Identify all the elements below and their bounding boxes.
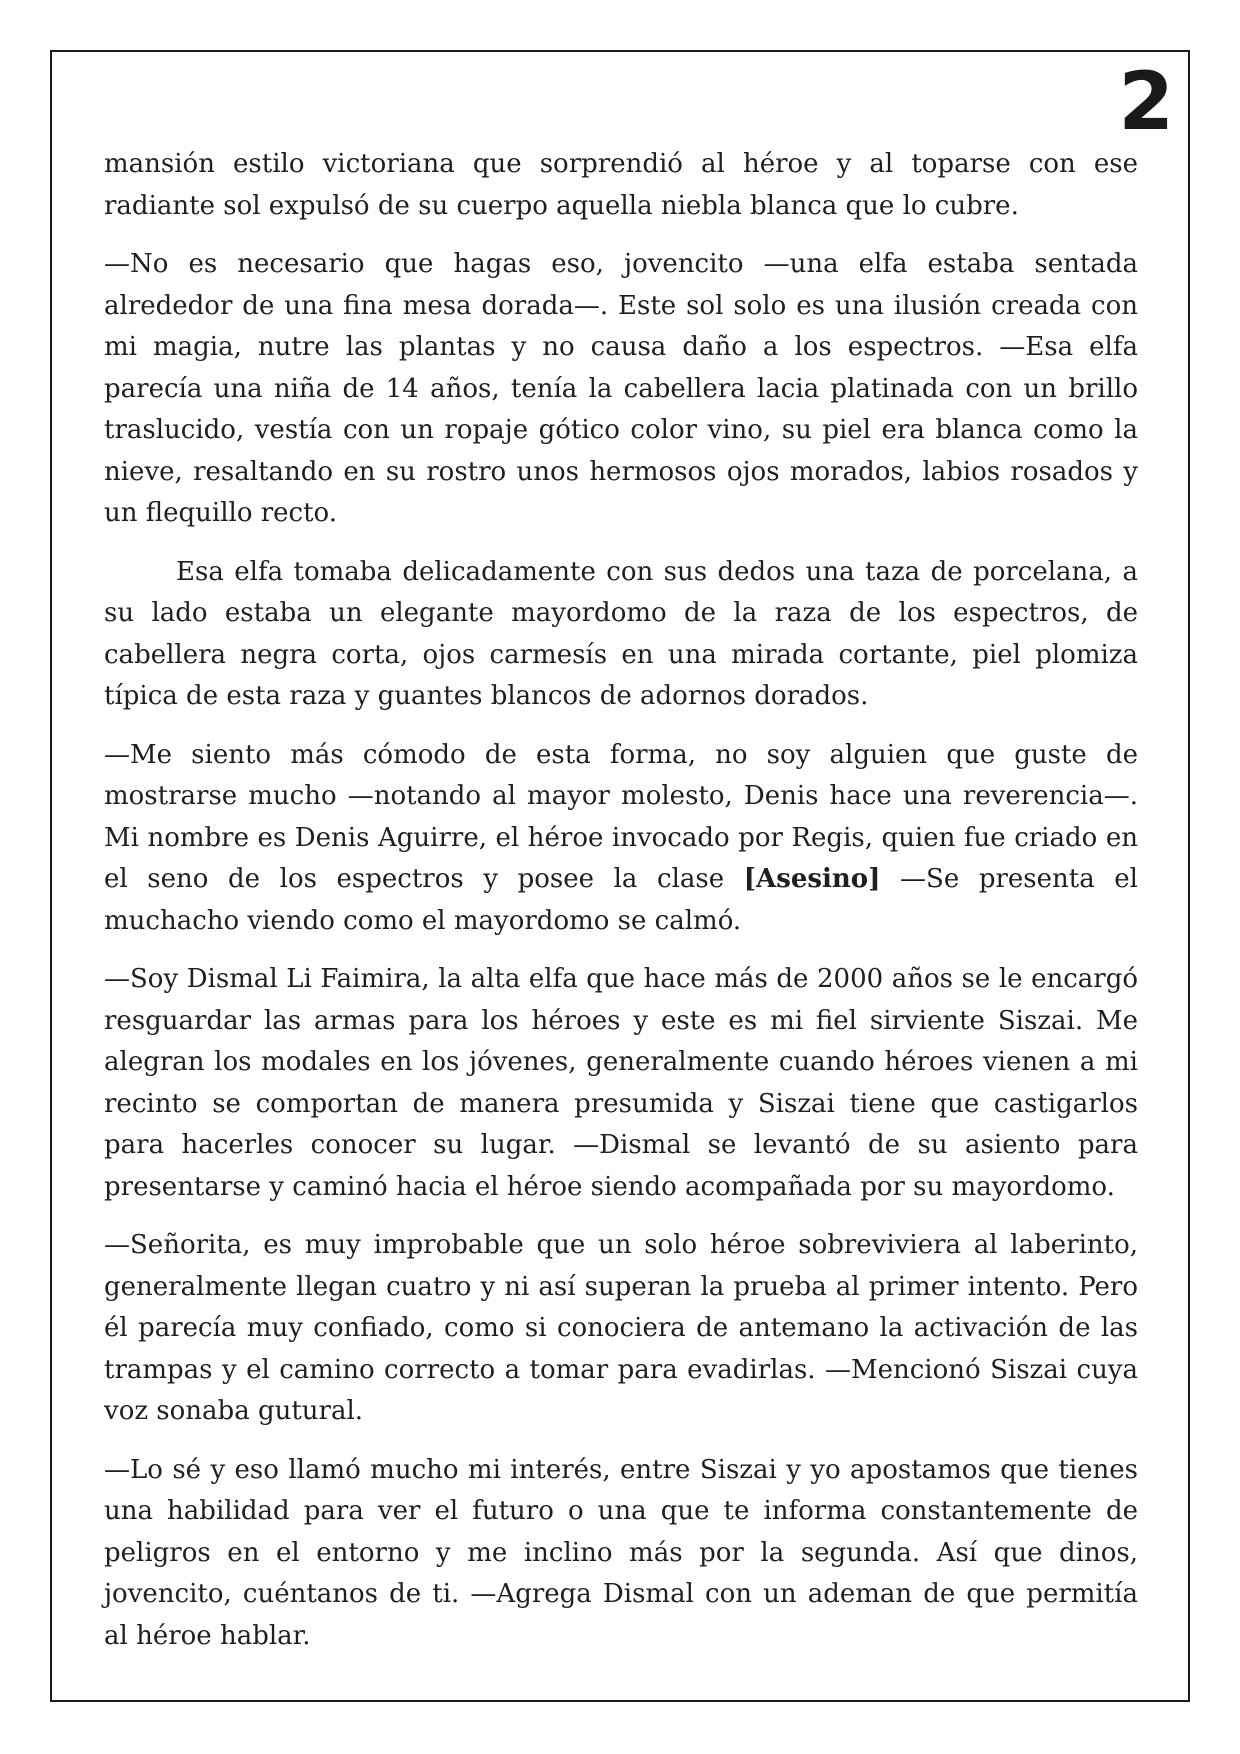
body-text <box>104 144 1138 1674</box>
paragraph-2: —No es necesario que hagas eso, jovencito —una elfa estaba sentada alrededor de una fina mesa dorada—. Este sol solo es una ilusión creada con mi magia, nutre las plantas y no causa daño a los espectros. —Esa elfa parecía una niña de 14 años, tenía la cabellera lacia platinada con un brillo traslucido, vestía con un ropaje gótico color vino, su piel era blanca como la nieve, resaltando en su rostro unos hermosos ojos morados, labios rosados y un flequillo recto. <box>104 249 1138 528</box>
paragraph-4-text-after: —Se presenta el muchacho viendo como el mayordomo se calmó. <box>104 864 1138 936</box>
page-number: 2 <box>1118 55 1174 148</box>
paragraph-1: mansión estilo victoriana que sorprendió al héroe y al toparse con ese radiante sol expulsó de su cuerpo aquella niebla blanca que lo cubre. <box>104 149 1138 221</box>
paragraph-6: —Señorita, es muy improbable que un solo héroe sobreviviera al laberinto, generalmente llegan cuatro y ni así superan la prueba al primer intento. Pero él parecía muy confiado, como si conociera de antemano la activación de las trampas y el camino correcto a tomar para evadirlas. —Mencionó Siszai cuya voz sonaba gutural. <box>104 1230 1138 1426</box>
paragraph-4-text-before: —Me siento más cómodo de esta forma, no soy alguien que guste de mostrarse mucho —notando al mayor molesto, Denis hace una reverencia—. Mi nombre es Denis Aguirre, el héroe invocado por Regis, quien fue criado en el seno de los espectros y posee la clase <box>104 739 1138 894</box>
paragraph-7: —Lo sé y eso llamó mucho mi interés, entre Siszai y yo apostamos que tienes una habilidad para ver el futuro o una que te informa constantemente de peligros en el entorno y me inclino más por la segunda. Así que dinos, jovencito, cuéntanos de ti. —Agrega Dismal con un ademan de que permitía al héroe hablar. <box>104 1454 1138 1651</box>
paragraph-4 <box>104 735 1138 943</box>
paragraph-5: —Soy Dismal Li Faimira, la alta elfa que hace más de 2000 años se le encargó resguardar las armas para los héroes y este es mi fiel sirviente Siszai. Me alegran los modales en los jóvenes, generalmente cuando héroes vienen a mi recinto se comportan de manera presumida y Siszai tiene que castigarlos para hacerles conocer su lugar. —Dismal se levantó de su asiento para presentarse y caminó hacia el héroe siendo acompañada por su mayordomo. <box>104 964 1138 1202</box>
paragraph-3: Esa elfa tomaba delicadamente con sus dedos una taza de porcelana, a su lado estaba un elegante mayordomo de la raza de los espectros, de cabellera negra corta, ojos carmesís en una mirada cortante, piel plomiza típica de esta raza y guantes blancos de adornos dorados. <box>104 556 1138 711</box>
class-name-bold: [Asesino] <box>743 864 881 894</box>
